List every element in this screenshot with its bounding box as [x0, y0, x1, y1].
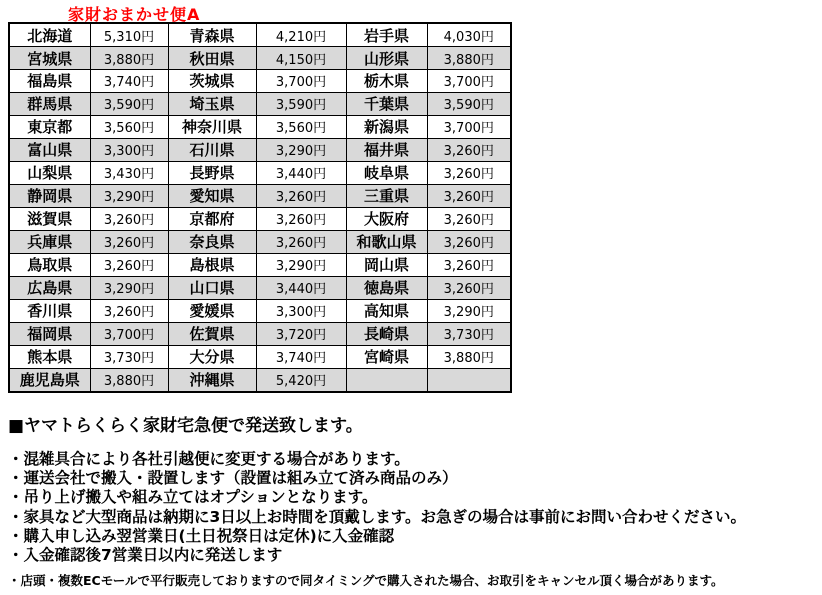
price-cell: 3,590円: [256, 92, 346, 115]
price-cell: 3,260円: [90, 253, 168, 276]
price-cell: 3,290円: [256, 138, 346, 161]
prefecture-cell: 佐賀県: [168, 322, 256, 345]
prefecture-cell: 滋賀県: [9, 207, 90, 230]
prefecture-cell: 奈良県: [168, 230, 256, 253]
price-cell: 3,720円: [256, 322, 346, 345]
price-cell: 4,150円: [256, 47, 346, 70]
prefecture-cell: 東京都: [9, 115, 90, 138]
price-cell: 4,030円: [427, 23, 511, 47]
price-cell: 3,260円: [90, 230, 168, 253]
price-cell: 3,880円: [427, 47, 511, 70]
prefecture-cell: 岐阜県: [346, 161, 427, 184]
price-cell: 5,420円: [256, 368, 346, 392]
note-bullet: ・家具など大型商品は納期に3日以上お時間を頂戴します。お急ぎの場合は事前にお問い合わせください。: [8, 507, 747, 526]
prefecture-cell: 沖縄県: [168, 368, 256, 392]
prefecture-cell: 山梨県: [9, 161, 90, 184]
price-cell: 3,260円: [427, 253, 511, 276]
prefecture-shipping-fee-table: [8, 22, 512, 393]
table-row: [9, 207, 511, 230]
table-row: [9, 368, 511, 392]
table-row: [9, 161, 511, 184]
prefecture-cell: 広島県: [9, 276, 90, 299]
price-cell: 4,210円: [256, 23, 346, 47]
price-cell: 3,560円: [256, 115, 346, 138]
price-cell: 3,560円: [90, 115, 168, 138]
prefecture-cell: 岩手県: [346, 23, 427, 47]
price-cell: 5,310円: [90, 23, 168, 47]
price-cell: 3,740円: [90, 70, 168, 93]
table-row: [9, 138, 511, 161]
prefecture-cell: 徳島県: [346, 276, 427, 299]
prefecture-cell: 新潟県: [346, 115, 427, 138]
price-cell: 3,260円: [427, 230, 511, 253]
price-cell: 3,730円: [90, 345, 168, 368]
prefecture-cell: 静岡県: [9, 184, 90, 207]
prefecture-cell: 福井県: [346, 138, 427, 161]
prefecture-cell: 岡山県: [346, 253, 427, 276]
price-cell: 3,260円: [427, 276, 511, 299]
price-cell: 3,260円: [256, 207, 346, 230]
price-cell: 3,700円: [256, 70, 346, 93]
shipping-notes-section: [8, 411, 818, 589]
prefecture-cell: [346, 368, 427, 392]
table-row: [9, 184, 511, 207]
table-row: [9, 47, 511, 70]
prefecture-cell: 大分県: [168, 345, 256, 368]
table-row: [9, 70, 511, 93]
prefecture-cell: 長崎県: [346, 322, 427, 345]
prefecture-cell: 石川県: [168, 138, 256, 161]
table-row: [9, 276, 511, 299]
price-cell: 3,590円: [427, 92, 511, 115]
price-cell: 3,430円: [90, 161, 168, 184]
prefecture-cell: 愛媛県: [168, 299, 256, 322]
note-bullet: ・混雑具合により各社引越便に変更する場合があります。: [8, 450, 410, 468]
price-cell: 3,260円: [90, 299, 168, 322]
price-cell: 3,260円: [256, 230, 346, 253]
table-row: [9, 23, 511, 47]
price-cell: 3,290円: [427, 299, 511, 322]
prefecture-cell: 宮崎県: [346, 345, 427, 368]
price-cell: 3,880円: [90, 47, 168, 70]
prefecture-cell: 鳥取県: [9, 253, 90, 276]
table-row: [9, 322, 511, 345]
note-bullet: ・購入申し込み翌営業日(土日祝祭日は定休)に入金確認: [8, 526, 395, 545]
shipping-notes-footnote: ・店頭・複数ECモールで平行販売しておりますので同タイミングで購入された場合、お取引をキャンセル頂く場合があります。: [8, 573, 724, 589]
table-row: [9, 345, 511, 368]
prefecture-cell: 兵庫県: [9, 230, 90, 253]
prefecture-cell: 宮城県: [9, 47, 90, 70]
note-bullet: ・入金確認後7営業日以内に発送します: [8, 546, 283, 565]
price-cell: 3,260円: [90, 207, 168, 230]
prefecture-cell: 北海道: [9, 23, 90, 47]
table-row: [9, 230, 511, 253]
prefecture-cell: 茨城県: [168, 70, 256, 93]
table-row: [9, 115, 511, 138]
prefecture-cell: 高知県: [346, 299, 427, 322]
price-cell: 3,260円: [427, 138, 511, 161]
price-cell: 3,700円: [427, 115, 511, 138]
prefecture-cell: 群馬県: [9, 92, 90, 115]
prefecture-cell: 長野県: [168, 161, 256, 184]
prefecture-cell: 埼玉県: [168, 92, 256, 115]
price-cell: 3,260円: [427, 207, 511, 230]
note-bullet: ・運送会社で搬入・設置します（設置は組み立て済み商品のみ）: [8, 469, 458, 488]
price-cell: 3,290円: [90, 184, 168, 207]
price-cell: 3,290円: [90, 276, 168, 299]
price-cell: 3,300円: [90, 138, 168, 161]
price-cell: 3,740円: [256, 345, 346, 368]
price-cell: 3,590円: [90, 92, 168, 115]
price-cell: 3,880円: [427, 345, 511, 368]
prefecture-cell: 神奈川県: [168, 115, 256, 138]
price-cell: 3,300円: [256, 299, 346, 322]
prefecture-cell: 福島県: [9, 70, 90, 93]
price-cell: 3,440円: [256, 161, 346, 184]
price-cell: 3,700円: [427, 70, 511, 93]
fee-table-title: 家財おまかせ便A: [68, 5, 201, 24]
prefecture-cell: 福岡県: [9, 322, 90, 345]
prefecture-cell: 千葉県: [346, 92, 427, 115]
price-cell: 3,260円: [427, 161, 511, 184]
price-cell: [427, 368, 511, 392]
table-row: [9, 253, 511, 276]
prefecture-cell: 山口県: [168, 276, 256, 299]
price-cell: 3,700円: [90, 322, 168, 345]
prefecture-cell: 和歌山県: [346, 230, 427, 253]
price-cell: 3,260円: [256, 184, 346, 207]
prefecture-cell: 島根県: [168, 253, 256, 276]
prefecture-cell: 香川県: [9, 299, 90, 322]
shipping-notes-heading: ■ヤマトらくらく家財宅急便で発送致します。: [8, 416, 363, 436]
prefecture-cell: 京都府: [168, 207, 256, 230]
prefecture-cell: 熊本県: [9, 345, 90, 368]
prefecture-cell: 鹿児島県: [9, 368, 90, 392]
price-cell: 3,260円: [427, 184, 511, 207]
prefecture-cell: 愛知県: [168, 184, 256, 207]
prefecture-cell: 大阪府: [346, 207, 427, 230]
price-cell: 3,290円: [256, 253, 346, 276]
prefecture-cell: 栃木県: [346, 70, 427, 93]
prefecture-cell: 青森県: [168, 23, 256, 47]
shipping-notes-list: [8, 450, 818, 565]
table-row: [9, 299, 511, 322]
price-cell: 3,730円: [427, 322, 511, 345]
prefecture-cell: 秋田県: [168, 47, 256, 70]
table-row: [9, 92, 511, 115]
price-cell: 3,440円: [256, 276, 346, 299]
prefecture-cell: 山形県: [346, 47, 427, 70]
prefecture-cell: 富山県: [9, 138, 90, 161]
price-cell: 3,880円: [90, 368, 168, 392]
prefecture-cell: 三重県: [346, 184, 427, 207]
note-bullet: ・吊り上げ搬入や組み立てはオプションとなります。: [8, 488, 378, 507]
